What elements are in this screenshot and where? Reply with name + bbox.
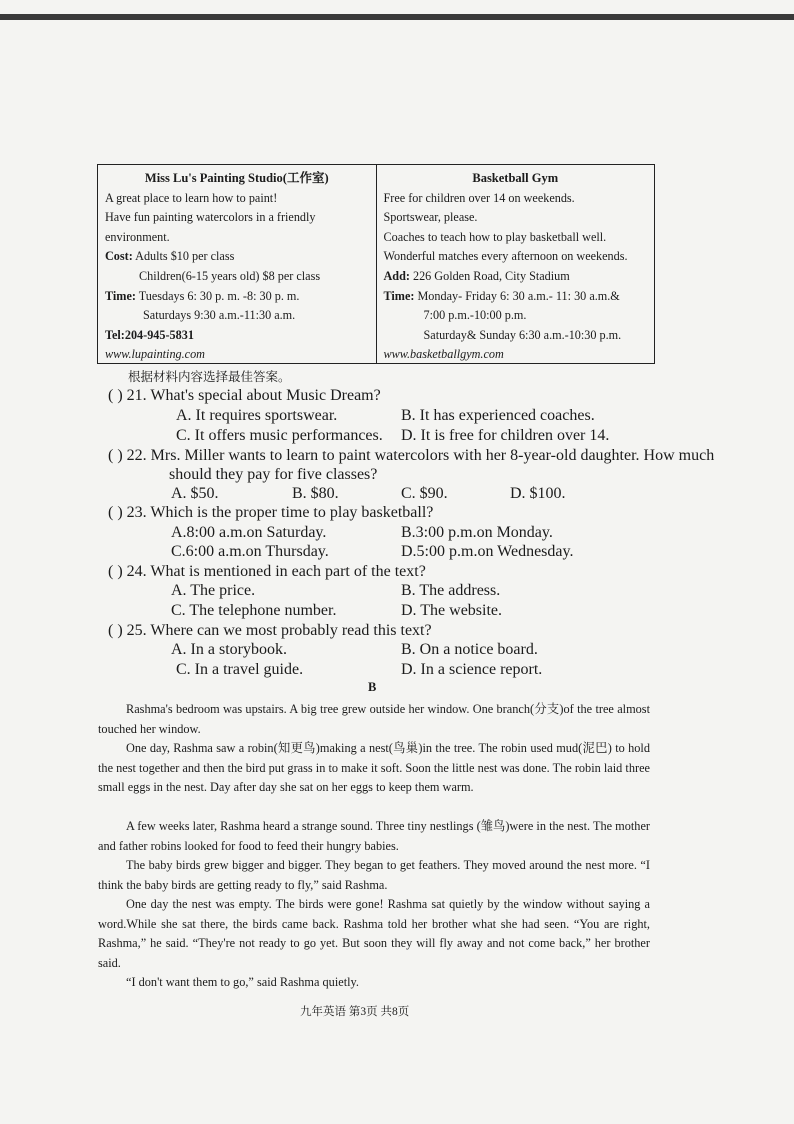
ad-line: Wonderful matches every afternoon on weekends.: [383, 249, 628, 264]
gym-time-label: Time:: [383, 288, 415, 303]
option-23-d: D.5:00 p.m.on Wednesday.: [401, 543, 574, 560]
gym-time-line: [384, 287, 648, 307]
option-23-b: B.3:00 p.m.on Monday.: [401, 524, 553, 541]
option-25-d: D. In a science report.: [401, 661, 543, 678]
gym-time-weekday-evening: 7:00 p.m.-10:00 p.m.: [423, 308, 527, 323]
time-saturday: Saturdays 9:30 a.m.-11:30 a.m.: [143, 308, 296, 323]
option-25-a: A. In a storybook.: [171, 641, 287, 658]
ad-table: [97, 164, 655, 364]
option-24-b: B. The address.: [401, 582, 501, 599]
ad-line: environment.: [105, 229, 170, 244]
option-24-c: C. The telephone number.: [171, 602, 337, 619]
address-line: [384, 267, 648, 287]
option-23-a: A.8:00 a.m.on Saturday.: [171, 524, 327, 541]
passage-paragraph: One day, Rashma saw a robin(知更鸟)making a nest(鸟巢)in the tree. The robin used mud(泥巴) to hold the nest together and then the bird put grass in to make it soft. Soon the little nest was done. The robin laid three small eggs in the nest. Day after day she sat on her eggs to keep them warm.: [98, 741, 650, 795]
cost-line: [105, 247, 369, 267]
question-25: ( ) 25. Where can we most probably read this text?: [108, 622, 432, 639]
option-23-c: C.6:00 a.m.on Thursday.: [171, 543, 329, 560]
ad-line: Coaches to teach how to play basketball well.: [383, 229, 607, 244]
time-line: [105, 287, 369, 307]
painting-website: www.lupainting.com: [105, 347, 205, 362]
question-21: ( ) 21. What's special about Music Dream?: [108, 387, 381, 404]
option-24-d: D. The website.: [401, 602, 503, 619]
painting-studio-title: Miss Lu's Painting Studio(工作室): [144, 171, 329, 185]
address-label: Add:: [383, 268, 410, 283]
option-24-a: A. The price.: [171, 582, 256, 599]
ad-line: Sportswear, please.: [383, 210, 478, 225]
section-b-heading: B: [368, 680, 377, 694]
passage-paragraph: Rashma's bedroom was upstairs. A big tree grew outside her window. One branch(分支)of the tree almost touched her window.: [98, 702, 650, 736]
basketball-gym-ad: [376, 165, 655, 363]
telephone: Tel:204-945-5831: [105, 327, 194, 342]
basketball-gym-title: Basketball Gym: [472, 171, 559, 185]
option-22-b: B. $80.: [292, 485, 339, 502]
page-footer: 九年英语 第3页 共8页: [300, 1006, 410, 1018]
passage-paragraph: One day the nest was empty. The birds were gone! Rashma sat quietly by the window without saying a word.While she sat there, the birds came back. Rashma told her brother what she had seen. “You are right, Rashma,” he said. “They're not ready to go yet. But soon they will fly away and not come back,” her brother said.: [98, 897, 650, 970]
time-label: Time:: [105, 288, 136, 303]
ad-line: Have fun painting watercolors in a friendly: [105, 210, 316, 225]
cost-label: Cost:: [105, 249, 133, 264]
gym-time-weekday: Monday- Friday 6: 30 a.m.- 11: 30 a.m.&: [414, 288, 620, 303]
option-21-d: D. It is free for children over 14.: [401, 427, 610, 444]
option-22-c: C. $90.: [401, 485, 448, 502]
option-21-a: A. It requires sportswear.: [176, 407, 338, 424]
gym-website: www.basketballgym.com: [383, 347, 504, 362]
option-21-c: C. It offers music performances.: [176, 427, 383, 444]
option-25-c: C. In a travel guide.: [176, 661, 304, 678]
ad-line: Free for children over 14 on weekends.: [383, 190, 575, 205]
option-22-a: A. $50.: [171, 485, 219, 502]
passage-paragraph: “I don't want them to go,” said Rashma quietly.: [126, 975, 359, 989]
address-value: 226 Golden Road, City Stadium: [409, 268, 570, 283]
cost-adults: Adults $10 per class: [132, 249, 235, 264]
option-25-b: B. On a notice board.: [401, 641, 538, 658]
time-weekday: Tuesdays 6: 30 p. m. -8: 30 p. m.: [135, 288, 300, 303]
option-22-d: D. $100.: [510, 485, 566, 502]
scan-edge-bar: [0, 14, 794, 20]
gym-time-weekend: Saturday& Sunday 6:30 a.m.-10:30 p.m.: [423, 327, 622, 342]
question-22: ( ) 22. Mrs. Miller wants to learn to paint watercolors with her 8-year-old daughter. How much: [108, 447, 715, 464]
question-24: ( ) 24. What is mentioned in each part of the text?: [108, 563, 426, 580]
cost-children: Children(6-15 years old) $8 per class: [139, 268, 321, 283]
passage-paragraph: A few weeks later, Rashma heard a strange sound. Three tiny nestlings (雏鸟)were in the nest. The mother and father robins looked for food to feed their hungry babies.: [98, 819, 650, 853]
question-23: ( ) 23. Which is the proper time to play basketball?: [108, 504, 434, 521]
ad-line: A great place to learn how to paint!: [105, 190, 278, 205]
question-22-cont: should they pay for five classes?: [169, 466, 378, 483]
passage-paragraph: The baby birds grew bigger and bigger. They began to get feathers. They moved around the nest more. “I think the baby birds are getting ready to fly,” said Rashma.: [98, 858, 650, 892]
instruction: 根据材料内容选择最佳答案。: [128, 370, 291, 384]
option-21-b: B. It has experienced coaches.: [401, 407, 595, 424]
painting-studio-ad: [98, 165, 376, 363]
